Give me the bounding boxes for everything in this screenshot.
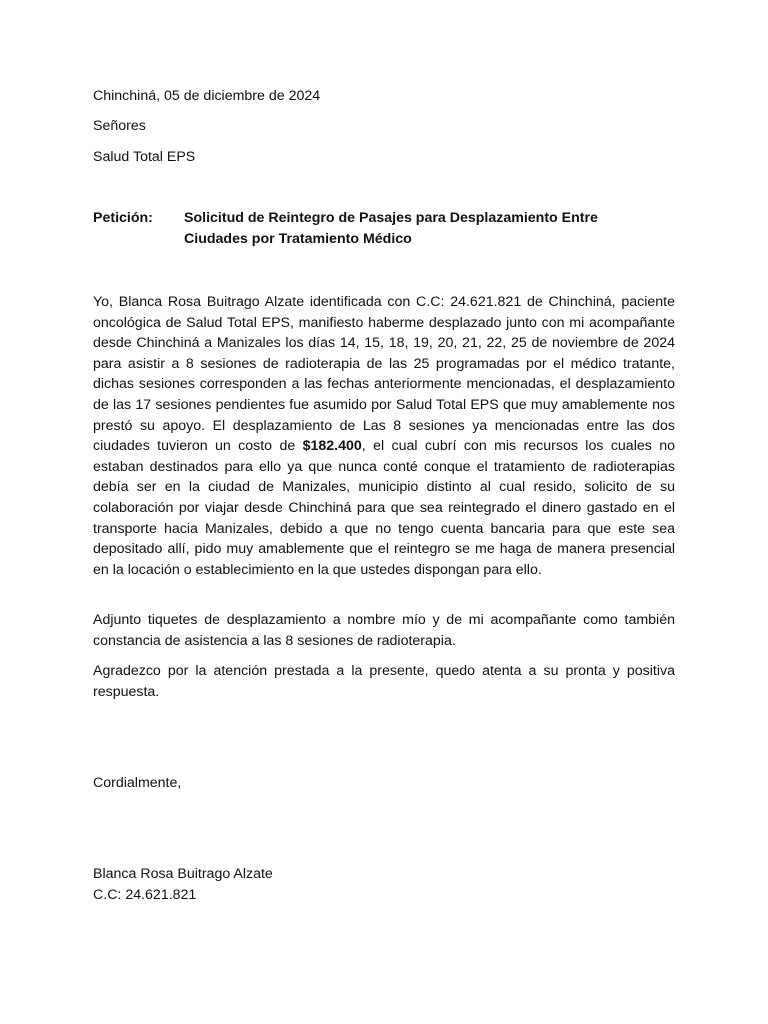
petition-subject: Solicitud de Reintegro de Pasajes para Desplazamiento Entre Ciudades por Tratamiento Médico (184, 210, 598, 247)
petition-label: Petición: (93, 210, 153, 226)
farewell: Cordialmente, (93, 775, 182, 791)
signer-id: C.C: 24.621.821 (93, 887, 197, 903)
paragraph-1-part-1: Yo, Blanca Rosa Buitrago Alzate identificada con C.C: 24.621.821 de Chinchiná, paciente oncológica de Salud Total EPS, manifiesto haberme desplazado junto con mi acompañante desde Chinchiná a Manizales los días 14, 15, 18, 19, 20, 21, 22, 25 de noviembre de 2024 para asistir a 8 sesiones de radioterapia de las 25 programadas por el médico tratante, dichas sesiones corresponden a las fechas anteriormente mencionadas, el desplazamiento de las 17 sesiones pendientes fue asumido por Salud Total EPS que muy amablemente nos prestó su apoyo. (93, 294, 675, 434)
place-date: Chinchiná, 05 de diciembre de 2024 (93, 88, 321, 104)
body-paragraph-2: Adjunto tiquetes de desplazamiento a nombre mío y de mi acompañante como también constancia de asistencia a las 8 sesiones de radioterapia. (93, 612, 675, 649)
amount-value: $182.400 (302, 438, 362, 455)
body-paragraph-3: Agradezco por la atención prestada a la presente, quedo atenta a su pronta y positiva respuesta. (93, 663, 675, 700)
signer-name: Blanca Rosa Buitrago Alzate (93, 866, 273, 882)
paragraph-1-part-2: El desplazamiento de Las 8 sesiones ya mencionadas entre las dos ciudades tuvieron un costo de (93, 417, 675, 455)
body-paragraph-1 (93, 292, 675, 580)
salutation: Señores (93, 118, 146, 134)
paragraph-1-part-3: , el cual cubrí con mis recursos los cuales no estaban destinados para ello ya que nunca conté conque el tratamiento de radioterapias debía ser en la ciudad de Manizales, municipio distinto al cual resido, solicito de su colaboración por viajar desde Chinchiná para que sea reintegrado el dinero gastado en el transporte hacia Manizales, debido a que no tengo cuenta bancaria para que este sea depositado allí, pido muy amablemente que el reintegro se me haga de manera presencial en la locación o establecimiento en la que ustedes dispongan para ello. (93, 438, 675, 578)
recipient: Salud Total EPS (93, 149, 196, 165)
